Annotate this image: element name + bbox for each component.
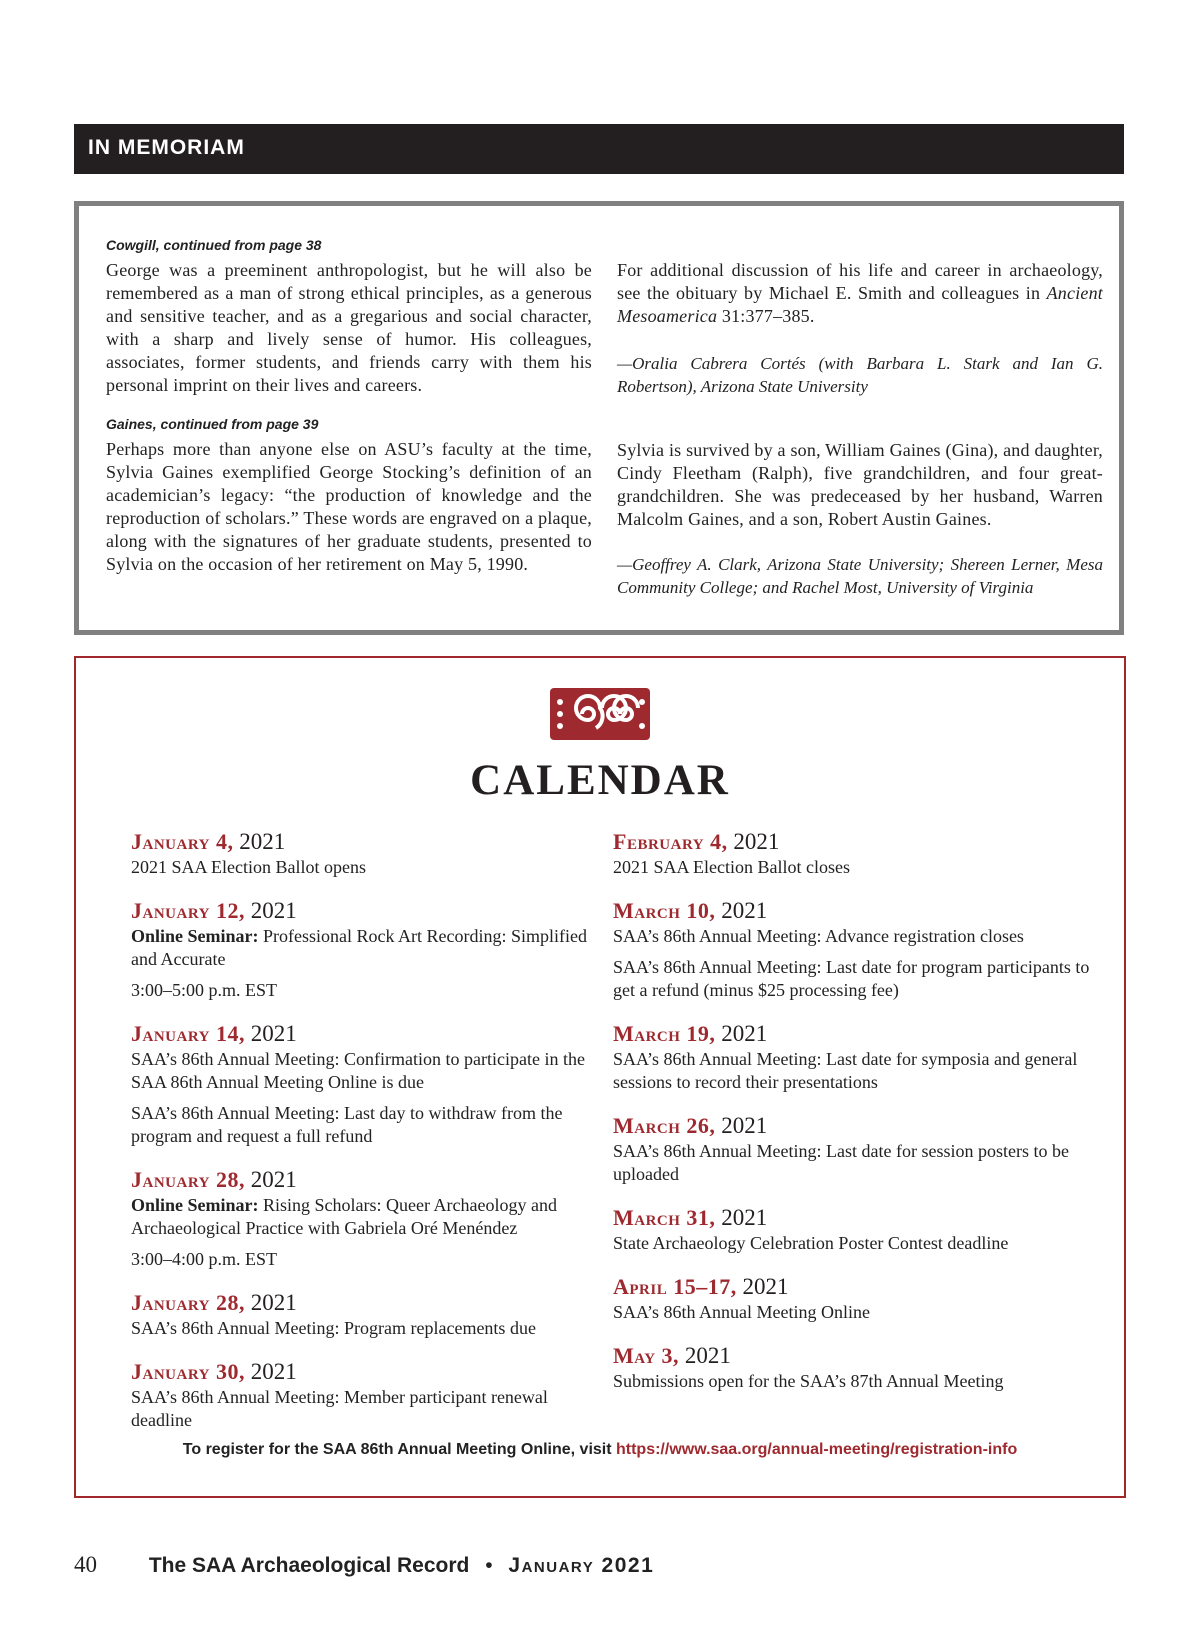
calendar-description-text: Professional Rock Art Recording: Simplified and Accurate [131, 926, 587, 969]
calendar-description [613, 856, 1093, 879]
calendar-description [131, 1317, 591, 1340]
calendar-entry [131, 897, 591, 1002]
gaines-signature: —Geoffrey A. Clark, Arizona State University; Shereen Lerner, Mesa Community College; and Rachel Most, University of Virginia [617, 555, 1103, 597]
calendar-date [613, 1342, 1093, 1370]
calendar-description-text: SAA’s 86th Annual Meeting: Last day to withdraw from the program and request a full refund [131, 1103, 563, 1146]
calendar-description [131, 925, 591, 971]
calendar-description [131, 856, 591, 879]
calendar-year: 2021 [733, 829, 780, 854]
calendar-date [613, 1112, 1093, 1140]
calendar-date [613, 828, 1093, 856]
calendar-year: 2021 [721, 1021, 768, 1046]
calendar-description [613, 925, 1093, 948]
gaines-right-text: Sylvia is survived by a son, William Gaines (Gina), and daughter, Cindy Fleetham (Ralph), five grandchildren, and four great-grandchildren. She was predeceased by her husband, Warren Malcolm Gaines, and a son, Robert Austin Gaines. [617, 440, 1103, 529]
publication-title: The SAA Archaeological Record [148, 1554, 470, 1577]
calendar-year: 2021 [721, 1113, 768, 1138]
calendar-date [131, 828, 591, 856]
calendar-description [613, 1370, 1093, 1393]
calendar-title: CALENDAR [470, 757, 730, 804]
calendar-description-label: Online Seminar: [131, 926, 259, 946]
calendar-month: January 14, [131, 1021, 245, 1046]
cowgill-right-column [617, 259, 1103, 398]
gaines-heading: Gaines, continued from page 39 [106, 416, 319, 432]
cowgill-left-text: George was a preeminent anthropologist, but he will also be remembered as a man of strong ethical principles, as a generous and sensitive teacher, and as a gregarious and social character, with a sharp and lively sense of humor. His colleagues, associates, former students, and friends carry with them his personal imprint on their lives and careers. [106, 260, 592, 395]
gaines-left-column [106, 416, 592, 576]
calendar-entry [131, 1166, 591, 1271]
page-footer [74, 1552, 654, 1578]
calendar-description [613, 956, 1093, 1002]
calendar-date [613, 897, 1093, 925]
calendar-description-text: 2021 SAA Election Ballot opens [131, 857, 366, 877]
calendar-description-text: 2021 SAA Election Ballot closes [613, 857, 850, 877]
calendar-month: March 19, [613, 1021, 716, 1046]
calendar-description-text: SAA’s 86th Annual Meeting Online [613, 1302, 870, 1322]
calendar-year: 2021 [721, 1205, 768, 1230]
calendar-year: 2021 [250, 898, 297, 923]
calendar-month: January 28, [131, 1167, 245, 1192]
calendar-description-text: Rising Scholars: Queer Archaeology and Archaeological Practice with Gabriela Oré Menéndez [131, 1195, 557, 1238]
calendar-description-text: 3:00–5:00 p.m. EST [131, 980, 278, 1000]
calendar-description-text: Submissions open for the SAA’s 87th Annual Meeting [613, 1371, 1004, 1391]
section-header-bar [74, 124, 1124, 174]
calendar-entry [613, 1342, 1093, 1393]
register-text: To register for the SAA 86th Annual Meeting Online, visit [182, 1441, 616, 1458]
saa-logo-icon [548, 686, 652, 742]
calendar-description [131, 1248, 591, 1271]
calendar-date [131, 897, 591, 925]
calendar-date [613, 1273, 1093, 1301]
calendar-entry [613, 897, 1093, 1002]
calendar-year: 2021 [250, 1021, 297, 1046]
calendar-description-text: SAA’s 86th Annual Meeting: Advance registration closes [613, 926, 1024, 946]
calendar-description-text: State Archaeology Celebration Poster Contest deadline [613, 1233, 1009, 1253]
issue-date: January 2021 [508, 1554, 655, 1577]
register-link[interactable]: https://www.saa.org/annual-meeting/registration-info [616, 1441, 1018, 1458]
calendar-month: January 4, [131, 829, 234, 854]
calendar-year: 2021 [742, 1274, 789, 1299]
calendar-left-column [131, 828, 591, 1450]
footer-bullet: • [485, 1554, 493, 1577]
calendar-date [131, 1358, 591, 1386]
cowgill-left-column [106, 237, 592, 397]
calendar-year: 2021 [721, 898, 768, 923]
calendar-date [131, 1289, 591, 1317]
calendar-month: March 31, [613, 1205, 716, 1230]
calendar-description-text: SAA’s 86th Annual Meeting: Program replacements due [131, 1318, 536, 1338]
calendar-right-column [613, 828, 1093, 1411]
calendar-month: April 15–17, [613, 1274, 737, 1299]
calendar-entry [613, 1273, 1093, 1324]
register-note [76, 1441, 1124, 1459]
calendar-date [131, 1166, 591, 1194]
calendar-description [131, 1048, 591, 1094]
journal-title: Ancient Mesoamerica [617, 283, 1103, 326]
calendar-description-text: SAA’s 86th Annual Meeting: Last date for program participants to get a refund (minus $25 processing fee) [613, 957, 1090, 1000]
calendar-description [613, 1232, 1093, 1255]
calendar-box [74, 656, 1126, 1498]
calendar-month: February 4, [613, 829, 728, 854]
calendar-date [613, 1204, 1093, 1232]
calendar-description-text: 3:00–4:00 p.m. EST [131, 1249, 278, 1269]
calendar-entry [613, 1112, 1093, 1186]
gaines-right-column [617, 439, 1103, 599]
calendar-year: 2021 [250, 1167, 297, 1192]
calendar-description [613, 1301, 1093, 1324]
calendar-month: March 10, [613, 898, 716, 923]
calendar-entry [131, 1020, 591, 1148]
cowgill-heading: Cowgill, continued from page 38 [106, 237, 322, 253]
calendar-month: May 3, [613, 1343, 680, 1368]
calendar-description-text: SAA’s 86th Annual Meeting: Member participant renewal deadline [131, 1387, 548, 1430]
calendar-description [131, 1102, 591, 1148]
calendar-description [131, 1194, 591, 1240]
cowgill-right-text: For additional discussion of his life and career in archaeology, see the obituary by Michael E. Smith and colleagues in Ancient Mesoamerica 31:377–385. [617, 260, 1103, 326]
calendar-entry [131, 828, 591, 879]
calendar-month: January 30, [131, 1359, 245, 1384]
cowgill-signature: —Oralia Cabrera Cortés (with Barbara L. Stark and Ian G. Robertson), Arizona State University [617, 354, 1103, 396]
gaines-left-text: Perhaps more than anyone else on ASU’s faculty at the time, Sylvia Gaines exemplified George Stocking’s definition of an academician’s legacy: “the production of knowledge and the reproduction of scholars.” These words are engraved on a plaque, along with the signatures of her graduate students, presented to Sylvia on the occasion of her retirement on May 5, 1990. [106, 439, 592, 574]
calendar-description [613, 1140, 1093, 1186]
calendar-month: January 12, [131, 898, 245, 923]
calendar-entry [131, 1358, 591, 1432]
page-number: 40 [74, 1552, 97, 1577]
calendar-entry [613, 1020, 1093, 1094]
calendar-year: 2021 [684, 1343, 731, 1368]
calendar-description-text: SAA’s 86th Annual Meeting: Confirmation to participate in the SAA 86th Annual Meeting Online is due [131, 1049, 585, 1092]
section-header-title: IN MEMORIAM [88, 136, 245, 159]
calendar-description [131, 979, 591, 1002]
calendar-description [131, 1386, 591, 1432]
calendar-description-text: SAA’s 86th Annual Meeting: Last date for session posters to be uploaded [613, 1141, 1069, 1184]
calendar-description-label: Online Seminar: [131, 1195, 259, 1215]
calendar-month: March 26, [613, 1113, 716, 1138]
calendar-year: 2021 [239, 829, 286, 854]
calendar-year: 2021 [250, 1290, 297, 1315]
calendar-entry [613, 1204, 1093, 1255]
memoriam-box [74, 201, 1124, 635]
calendar-description [613, 1048, 1093, 1094]
calendar-description-text: SAA’s 86th Annual Meeting: Last date for symposia and general sessions to record their presentations [613, 1049, 1078, 1092]
calendar-month: January 28, [131, 1290, 245, 1315]
calendar-year: 2021 [250, 1359, 297, 1384]
calendar-date [131, 1020, 591, 1048]
calendar-entry [613, 828, 1093, 879]
calendar-entry [131, 1289, 591, 1340]
calendar-date [613, 1020, 1093, 1048]
